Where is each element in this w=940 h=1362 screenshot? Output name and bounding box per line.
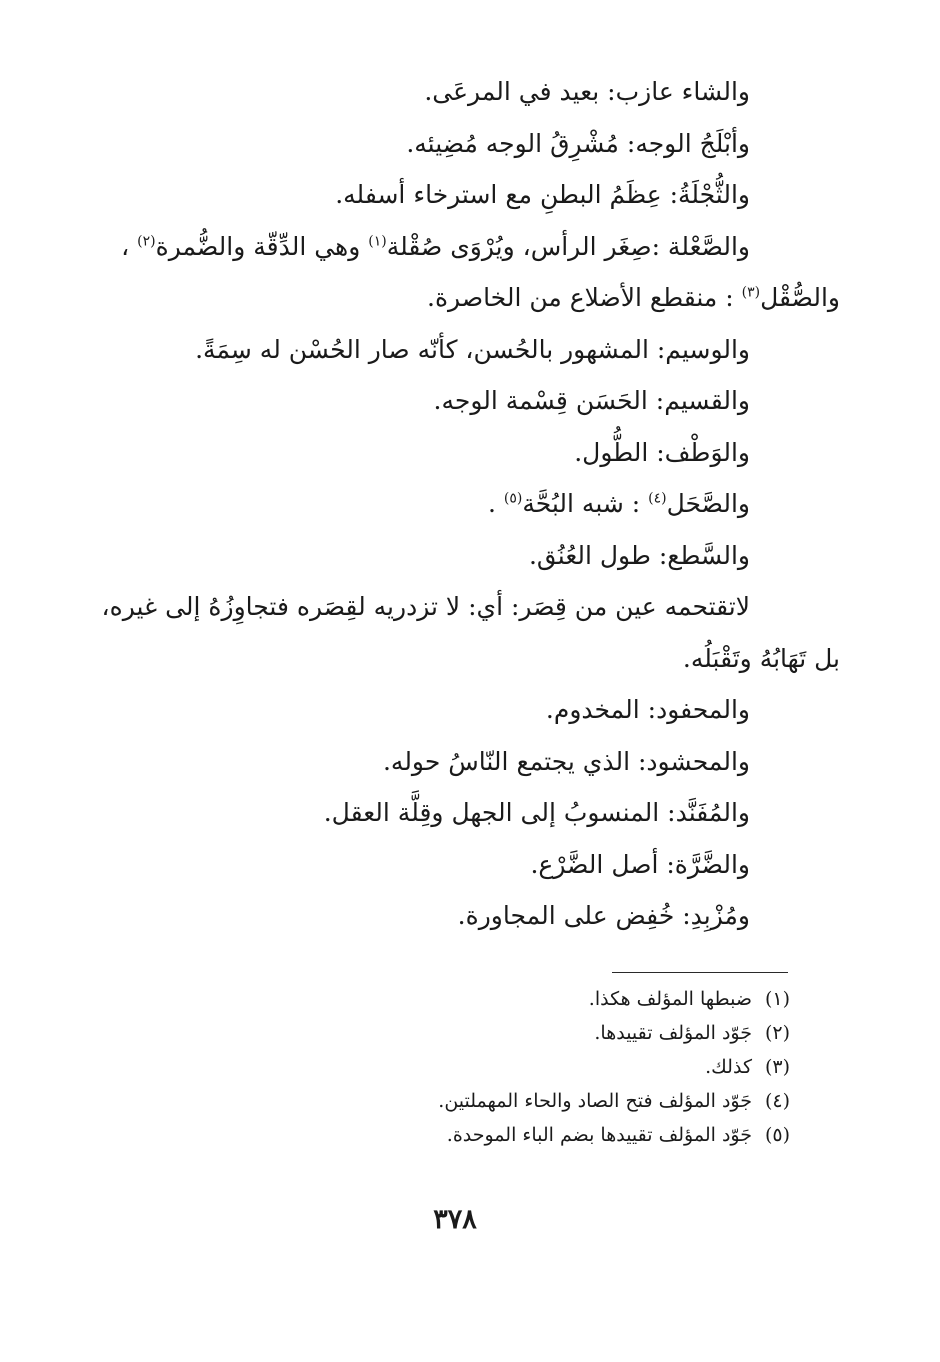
entry-line: والصَّعْلة :صِغَر الرأس، ويُرْوَى صُقْلة$^{(١)}$ وهي الدِّقّة والضُّمرة$^{(٢)}$ ، bbox=[121, 231, 750, 261]
page-number: ٣٧٨ bbox=[433, 1204, 477, 1235]
footnote-ref: (٣) bbox=[741, 284, 761, 301]
footnote-number: (٣) bbox=[764, 1056, 790, 1078]
footnote-number: (١) bbox=[764, 988, 790, 1010]
footnote-text: كذلك. bbox=[705, 1056, 752, 1078]
footnote-text: ضبطها المؤلف هكذا. bbox=[588, 988, 752, 1010]
footnote-ref: (١) bbox=[368, 233, 387, 250]
entry-line: والصُّقْل$^{(٣)}$ : منقطع الأضلاع من الخاصرة. bbox=[427, 283, 840, 312]
footnote-divider bbox=[612, 972, 788, 973]
footnote-number: (٢) bbox=[764, 1022, 790, 1044]
entry-line: والمُفَنَّد: المنسوبُ إلى الجهل وقِلَّة العقل. bbox=[323, 798, 750, 827]
footnote-item bbox=[290, 1016, 790, 1050]
entry-line: بل تَهَابُهُ وتَقْبَلُه. bbox=[682, 643, 840, 673]
entry-line: ومُزْبِدِ: خُفِض على المجاورة. bbox=[457, 901, 750, 930]
footnote-text: جَوّد المؤلف تقييدها بضم الباء الموحدة. bbox=[446, 1124, 752, 1146]
footnote-text: جَوّد المؤلف تقييدها. bbox=[594, 1022, 752, 1044]
entry-line: لاتقتحمه عين من قِصَر: أي: لا تزدريه لقِصَره فتجاوِزُهُ إلى غيره، bbox=[101, 592, 750, 621]
footnote-number: (٥) bbox=[764, 1124, 790, 1146]
entry-line: والصَّحَل$^{(٤)}$ : شبه البُحَّة$^{(٥)}$ . bbox=[487, 489, 750, 518]
footnote-item bbox=[290, 982, 790, 1016]
main-text bbox=[101, 66, 840, 942]
footnote-ref: (٢) bbox=[137, 233, 156, 250]
entry-line: والمحفود: المخدوم. bbox=[545, 695, 750, 724]
footnote-item bbox=[290, 1050, 790, 1084]
entry-line: وأبْلَجُ الوجه: مُشْرِقُ الوجه مُضِيئه. bbox=[406, 128, 750, 158]
entry-line: والضَّرَّة: أصل الضَّرْع. bbox=[530, 849, 750, 879]
footnote-item bbox=[290, 1084, 790, 1118]
footnote-number: (٤) bbox=[764, 1090, 790, 1112]
footnote-text: جَوّد المؤلف فتح الصاد والحاء المهملتين. bbox=[438, 1090, 752, 1112]
entry-line: والوَطْف: الطُّول. bbox=[574, 437, 750, 467]
entry-line: والمحشود: الذي يجتمع النّاسُ حوله. bbox=[382, 746, 750, 776]
entry-line: والوسيم: المشهور بالحُسن، كأنّه صار الحُسْن له سِمَةً. bbox=[195, 334, 750, 364]
entry-line: والثُّجْلَةُ: عِظَمُ البطنِ مع استرخاء أسفله. bbox=[335, 180, 750, 209]
footnote-ref: (٥) bbox=[503, 490, 523, 507]
footnote-ref: (٤) bbox=[648, 490, 667, 507]
entry-line: والشاء عازب: بعيد في المرعَى. bbox=[424, 77, 750, 106]
footnote-item bbox=[290, 1118, 790, 1152]
footnotes bbox=[290, 982, 790, 1152]
entry-line: والقسيم: الحَسَن قِسْمة الوجه. bbox=[433, 386, 750, 415]
entry-line: والسَّطع: طول العُنُق. bbox=[528, 540, 750, 570]
